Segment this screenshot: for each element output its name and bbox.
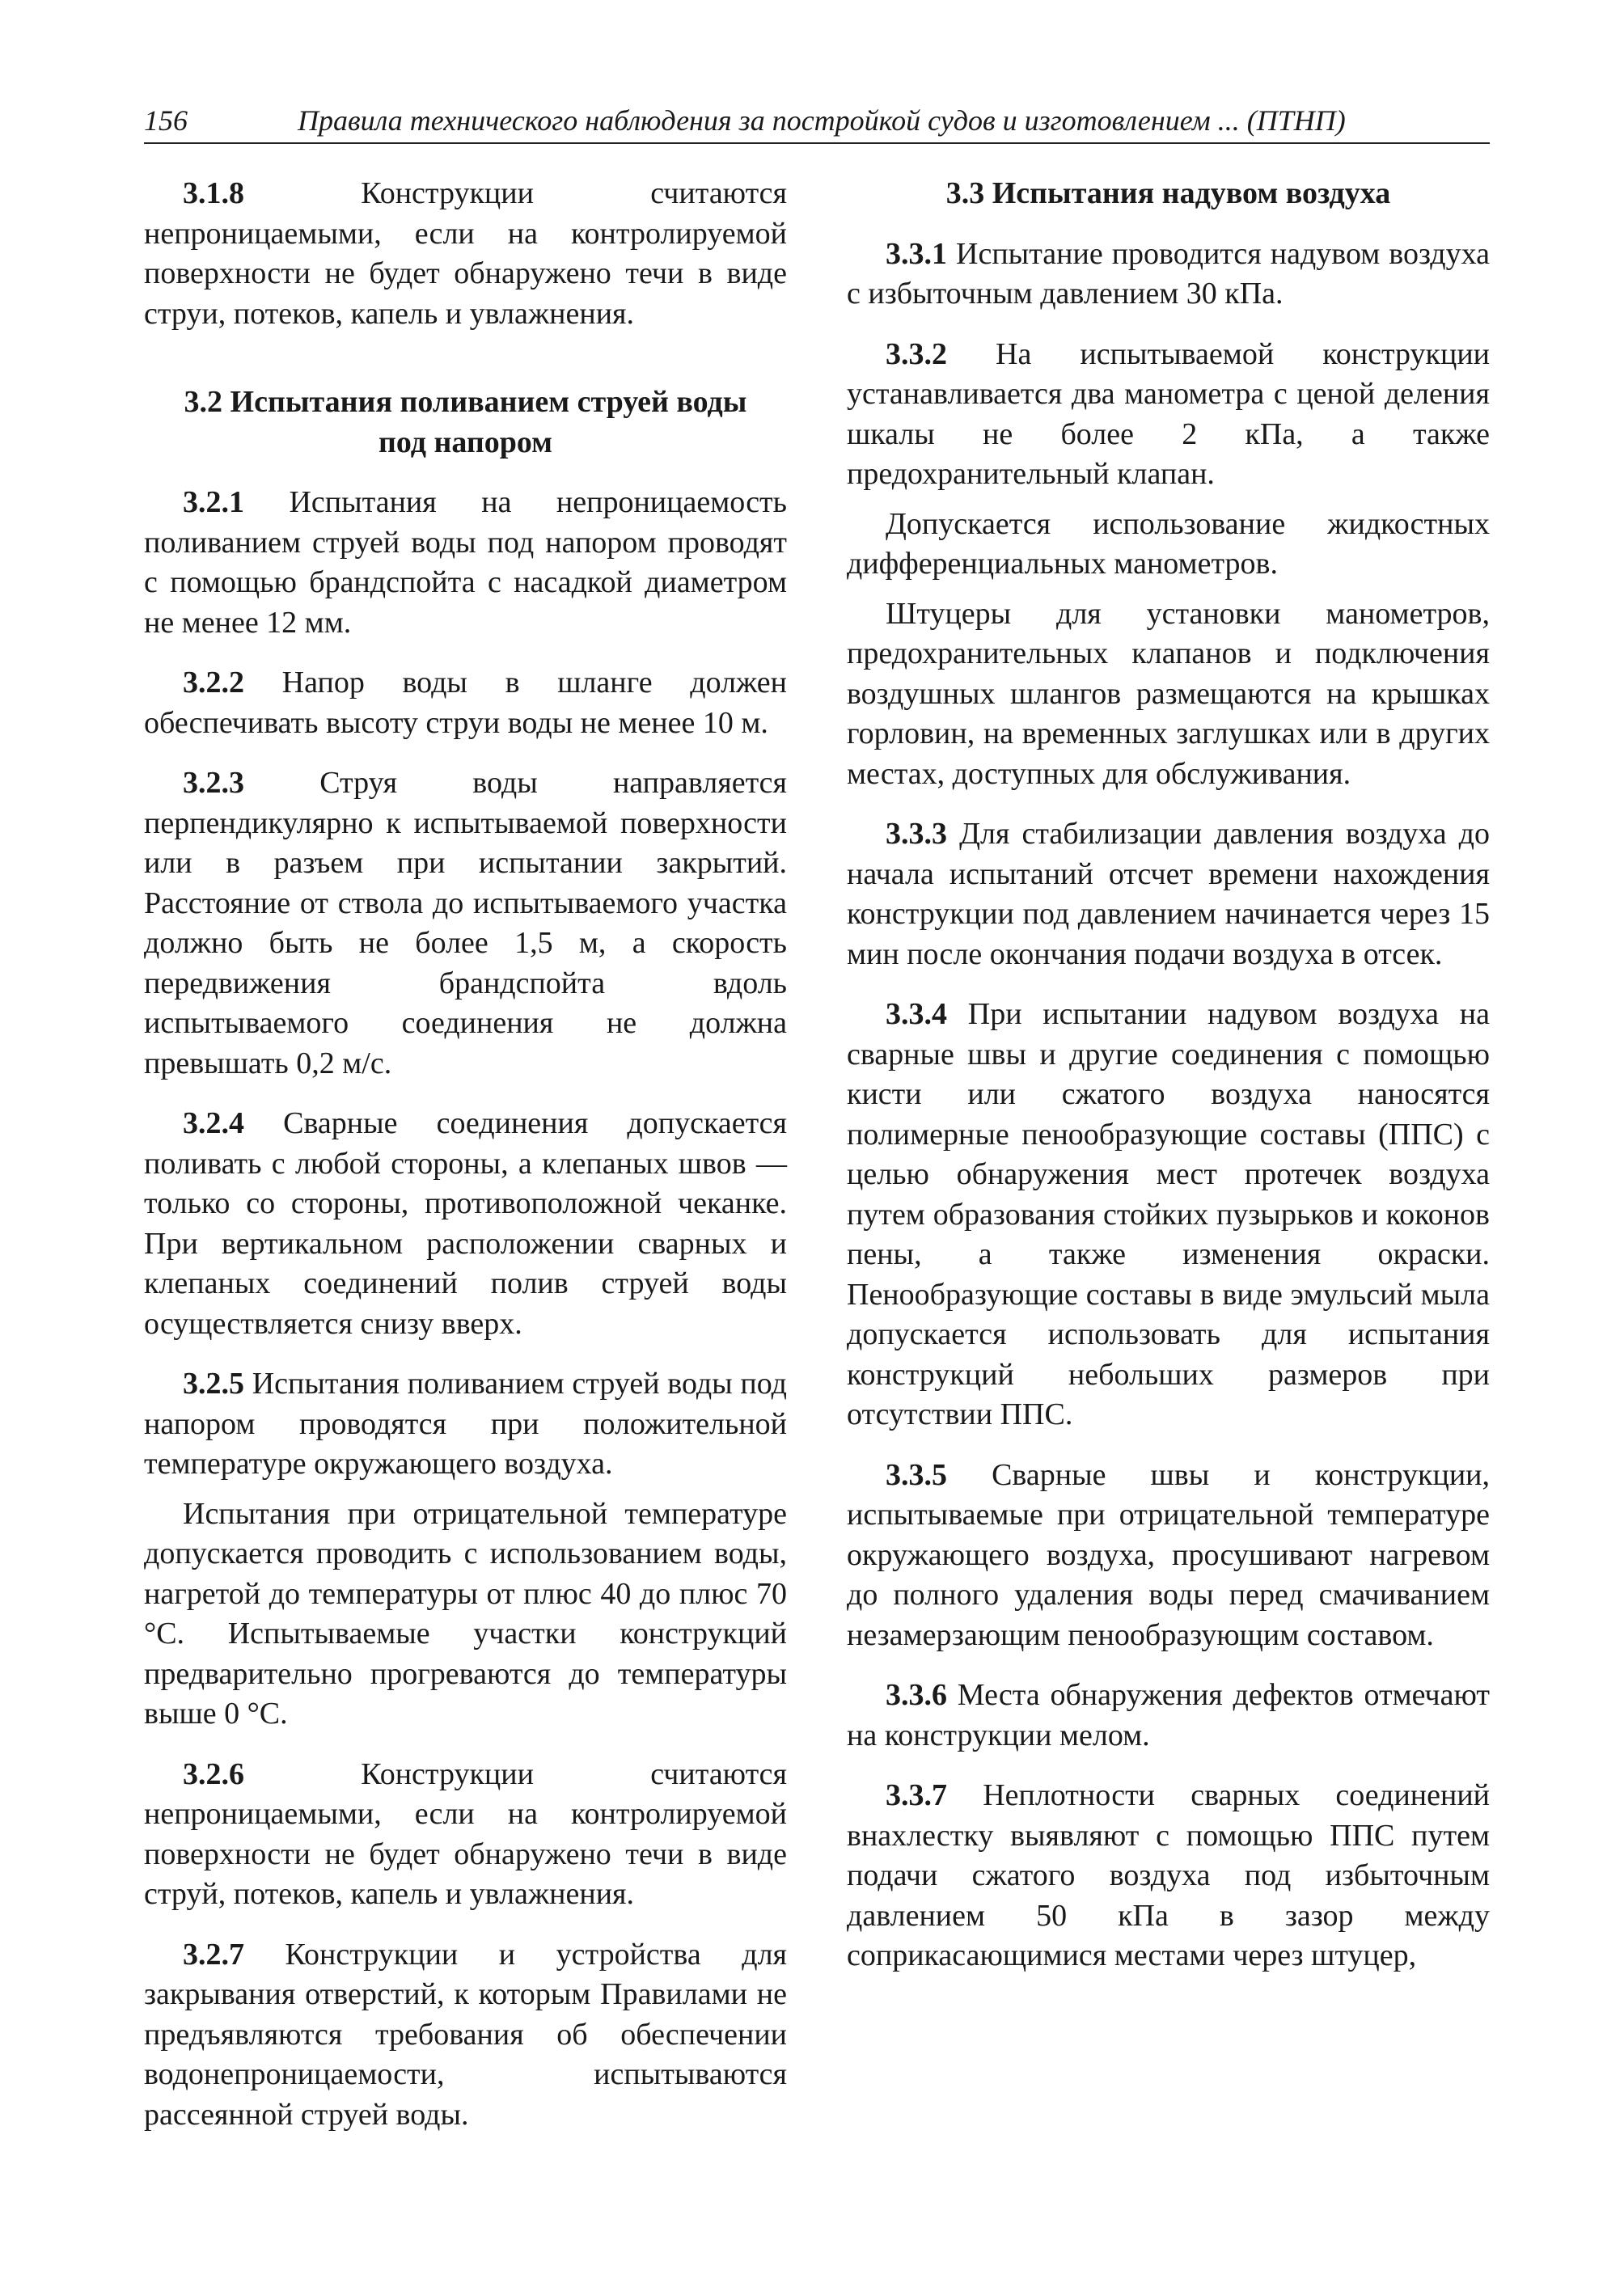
right-column [847, 174, 1490, 1997]
paragraph-3-3-2-continued-1: Допускается использование жидкостных дифференциальных манометров. [847, 506, 1490, 581]
running-title: Правила технического наблюдения за постройкой судов и изготовлением ... (ПТНП) [298, 104, 1346, 137]
paragraph-3-2-7: 3.2.7 Конструкции и устройства для закрывания отверстий, к которым Правилами не предъявляются требования об обеспечении водонепроницаемости, испытываются рассеянной струей воды. [144, 1937, 788, 2132]
paragraph-3-3-3: 3.3.3 Для стабилизации давления воздуха до начала испытаний отсчет времени нахождения конструкции под давлением начинается через 15 мин после окончания подачи воздуха в отсек. [847, 817, 1490, 971]
paragraph-3-2-4: 3.2.4 Сварные соединения допускается поливать с любой стороны, а клепаных швов — только со стороны, противоположной чеканке. При вертикальном расположении сварных и клепаных соединений полив струей воды осуществляется снизу вверх. [144, 1106, 787, 1341]
paragraph-3-2-6: 3.2.6 Конструкции считаются непроницаемыми, если на контролируемой поверхности не будет обнаружено течи в виде струй, потеков, капель и увлажнения. [144, 1756, 787, 1911]
paragraph-3-2-3: 3.2.3 Струя воды направляется перпендикулярно к испытываемой поверхности или в разъем при испытании закрытий. Расстояние от ствола до испытываемого участка должно быть не более 1,5 м, а скорость передвижения брандспойта вдоль испытываемого соединения не должна превышать 0,2 м/с. [144, 766, 788, 1080]
paragraph-3-3-1: 3.3.1 Испытание проводится надувом воздуха с избыточным давлением 30 кПа. [847, 236, 1490, 311]
paragraph-3-3-2: 3.3.2 На испытываемой конструкции устанавливается два манометра с ценой деления шкалы не более 2 кПа, а также предохранительный клапан. [847, 336, 1490, 491]
section-3-2-title: 3.2 Испытания поливанием струей воды под напором [184, 385, 747, 459]
paragraph-3-2-1: 3.2.1 Испытания на непроницаемость поливанием струей воды под напором проводят с помощью брандспойта с насадкой диаметром не менее 12 мм. [144, 485, 787, 640]
paragraph-3-3-4: 3.3.4 При испытании надувом воздуха на сварные швы и другие соединения с помощью кисти или сжатого воздуха наносятся полимерные пенообразующие составы (ППС) с целью обнаружения мест протечек воздуха путем образования стойких пузырьков и коконов пены, а также изменения окраски. Пенообразующие составы в виде эмульсий мыла допускается использовать для испытания конструкций небольших размеров при отсутствии ППС. [847, 997, 1490, 1431]
paragraph-3-2-2: 3.2.2 Напор воды в шланге должен обеспечивать высоту струи воды не менее 10 м. [144, 666, 788, 740]
paragraph-3-3-5: 3.3.5 Сварные швы и конструкции, испытываемые при отрицательной температуре окружающего воздуха, просушивают нагревом до полного удаления воды перед смачиванием незамерзающим пенообразующим составом. [847, 1457, 1491, 1652]
paragraph-3-3-6: 3.3.6 Места обнаружения дефектов отмечают на конструкции мелом. [847, 1678, 1491, 1752]
paragraph-3-3-2-continued-2: Штуцеры для установки манометров, предохранительных клапанов и подключения воздушных шлангов размещаются на крышках горловин, на временных заглушках или в других местах, доступных для обслуживания. [847, 596, 1490, 791]
running-header [144, 104, 1490, 144]
paragraph-3-2-5: 3.2.5 Испытания поливанием струей воды под напором проводятся при положительной температуре окружающего воздуха. [144, 1367, 787, 1481]
page-number: 156 [144, 104, 188, 137]
paragraph-3-2-5-continued: Испытания при отрицательной температуре допускается проводить с использованием воды, нагретой до температуры от плюс 40 до плюс 70 °С. Испытываемые участки конструкций предварительно прогреваются до температуры выше 0 °С. [144, 1496, 787, 1731]
paragraph-3-3-7: 3.3.7 Неплотности сварных соединений внахлестку выявляют с помощью ППС путем подачи сжатого воздуха под избыточным давлением 50 кПа в зазор между соприкасающимися местами через штуцер, [847, 1778, 1491, 1972]
left-column [144, 174, 787, 2155]
paragraph-3-1-8: 3.1.8 Конструкции считаются непроницаемыми, если на контролируемой поверхности не будет обнаружено течи в виде струи, потеков, капель и увлажнения. [144, 176, 787, 331]
section-3-3-title: 3.3 Испытания надувом воздуха [945, 176, 1391, 210]
